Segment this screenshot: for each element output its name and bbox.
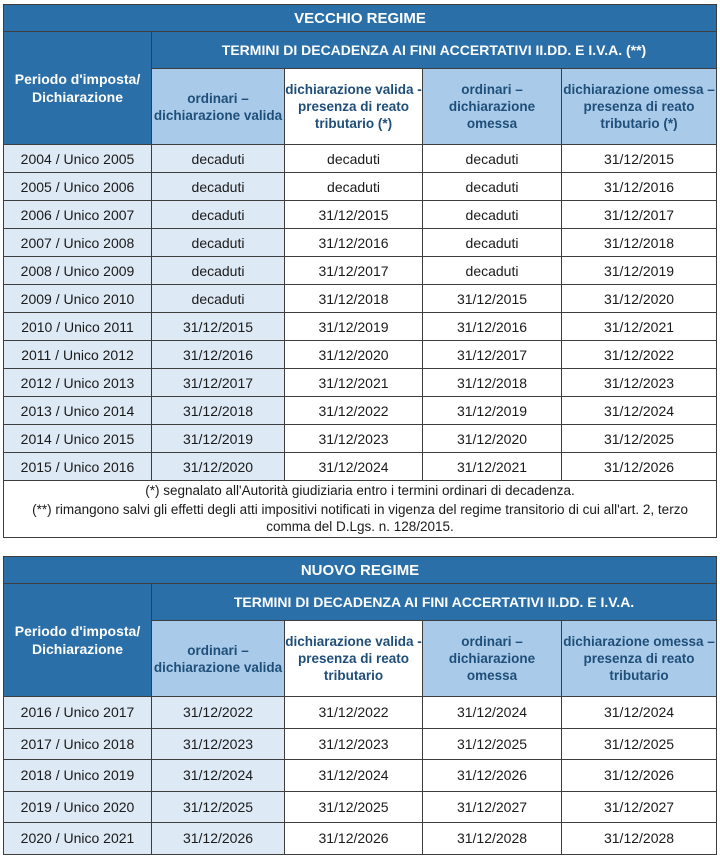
- deadline-cell: decaduti: [152, 145, 285, 173]
- deadline-cell: 31/12/2015: [285, 201, 423, 229]
- deadline-cell: 31/12/2020: [285, 341, 423, 369]
- deadline-cell: 31/12/2027: [562, 791, 717, 823]
- deadline-cell: 31/12/2016: [562, 173, 717, 201]
- deadline-cell: decaduti: [285, 145, 423, 173]
- table-row: [4, 397, 717, 425]
- old-period-header: Periodo d'imposta/ Dichiarazione: [4, 32, 152, 145]
- deadline-cell: 31/12/2024: [423, 697, 562, 729]
- table-row: [4, 425, 717, 453]
- deadline-cell: 31/12/2018: [285, 285, 423, 313]
- period-cell: 2020 / Unico 2021: [4, 823, 152, 855]
- deadline-cell: 31/12/2015: [423, 285, 562, 313]
- old-termini-header: TERMINI DI DECADENZA AI FINI ACCERTATIVI II.DD. E I.V.A. (**): [152, 32, 717, 69]
- deadline-cell: decaduti: [152, 229, 285, 257]
- deadline-cell: 31/12/2016: [152, 341, 285, 369]
- table-row: [4, 201, 717, 229]
- period-cell: 2006 / Unico 2007: [4, 201, 152, 229]
- old-col-header: dichiarazione valida - presenza di reato tributario (*): [285, 69, 423, 145]
- deadline-cell: 31/12/2015: [152, 313, 285, 341]
- table-row: [4, 229, 717, 257]
- table-row: [4, 823, 717, 855]
- period-cell: 2008 / Unico 2009: [4, 257, 152, 285]
- period-cell: 2011 / Unico 2012: [4, 341, 152, 369]
- table-row: [4, 453, 717, 481]
- deadline-cell: 31/12/2022: [152, 697, 285, 729]
- period-cell: 2019 / Unico 2020: [4, 791, 152, 823]
- deadline-cell: 31/12/2017: [152, 369, 285, 397]
- table-row: [4, 760, 717, 792]
- deadline-cell: 31/12/2019: [562, 257, 717, 285]
- new-termini-header: TERMINI DI DECADENZA AI FINI ACCERTATIVI II.DD. E I.V.A.: [152, 584, 717, 621]
- deadline-cell: 31/12/2016: [423, 313, 562, 341]
- old-regime-table: [3, 4, 717, 538]
- deadline-cell: 31/12/2026: [152, 823, 285, 855]
- deadline-cell: 31/12/2026: [285, 823, 423, 855]
- deadline-cell: 31/12/2021: [423, 453, 562, 481]
- deadline-cell: 31/12/2022: [285, 697, 423, 729]
- table-row: [4, 257, 717, 285]
- deadline-cell: decaduti: [152, 257, 285, 285]
- period-cell: 2010 / Unico 2011: [4, 313, 152, 341]
- table-row: [4, 341, 717, 369]
- deadline-cell: 31/12/2022: [562, 341, 717, 369]
- deadline-cell: 31/12/2016: [285, 229, 423, 257]
- deadline-cell: 31/12/2018: [152, 397, 285, 425]
- deadline-cell: 31/12/2025: [285, 791, 423, 823]
- period-cell: 2004 / Unico 2005: [4, 145, 152, 173]
- period-cell: 2016 / Unico 2017: [4, 697, 152, 729]
- deadline-cell: decaduti: [152, 285, 285, 313]
- old-footnote-2: (**) rimangono salvi gli effetti degli atti impositivi notificati in vigenza del regime transitorio di cui all'art. 2, terzo comma del D.Lgs. n. 128/2015.: [4, 499, 717, 538]
- new-col-header: dichiarazione valida - presenza di reato tributario: [285, 621, 423, 697]
- table-row: [4, 728, 717, 760]
- deadline-cell: 31/12/2025: [423, 728, 562, 760]
- deadline-cell: decaduti: [152, 173, 285, 201]
- deadline-cell: 31/12/2026: [562, 453, 717, 481]
- period-cell: 2012 / Unico 2013: [4, 369, 152, 397]
- deadline-cell: decaduti: [423, 145, 562, 173]
- old-col-header: ordinari – dichiarazione valida: [152, 69, 285, 145]
- deadline-cell: 31/12/2021: [562, 313, 717, 341]
- deadline-cell: 31/12/2020: [562, 285, 717, 313]
- deadline-cell: 31/12/2018: [423, 369, 562, 397]
- table-row: [4, 285, 717, 313]
- new-regime-table: [3, 556, 717, 855]
- period-cell: 2009 / Unico 2010: [4, 285, 152, 313]
- new-period-header: Periodo d'imposta/ Dichiarazione: [4, 584, 152, 697]
- deadline-cell: 31/12/2023: [152, 728, 285, 760]
- period-cell: 2005 / Unico 2006: [4, 173, 152, 201]
- table-row: [4, 697, 717, 729]
- deadline-cell: decaduti: [423, 201, 562, 229]
- deadline-cell: 31/12/2026: [423, 760, 562, 792]
- deadline-cell: 31/12/2024: [152, 760, 285, 792]
- deadline-cell: 31/12/2020: [152, 453, 285, 481]
- table-row: [4, 369, 717, 397]
- deadline-cell: 31/12/2019: [285, 313, 423, 341]
- deadline-cell: 31/12/2024: [285, 453, 423, 481]
- new-regime-title: NUOVO REGIME: [4, 557, 717, 584]
- deadline-cell: 31/12/2025: [562, 425, 717, 453]
- deadline-cell: 31/12/2017: [285, 257, 423, 285]
- deadline-cell: decaduti: [152, 201, 285, 229]
- old-col-header: ordinari – dichiarazione omessa: [423, 69, 562, 145]
- deadline-cell: 31/12/2020: [423, 425, 562, 453]
- deadline-cell: 31/12/2017: [423, 341, 562, 369]
- deadline-cell: 31/12/2026: [562, 760, 717, 792]
- deadline-cell: decaduti: [285, 173, 423, 201]
- period-cell: 2007 / Unico 2008: [4, 229, 152, 257]
- table-row: [4, 791, 717, 823]
- deadline-cell: 31/12/2025: [152, 791, 285, 823]
- deadline-cell: 31/12/2027: [423, 791, 562, 823]
- new-col-header: dichiarazione omessa – presenza di reato tributario: [562, 621, 717, 697]
- new-col-header: ordinari – dichiarazione omessa: [423, 621, 562, 697]
- deadline-cell: 31/12/2024: [562, 697, 717, 729]
- deadline-cell: decaduti: [423, 257, 562, 285]
- deadline-cell: 31/12/2025: [562, 728, 717, 760]
- deadline-cell: decaduti: [423, 229, 562, 257]
- period-cell: 2015 / Unico 2016: [4, 453, 152, 481]
- deadline-cell: 31/12/2024: [562, 397, 717, 425]
- period-cell: 2013 / Unico 2014: [4, 397, 152, 425]
- new-col-header: ordinari – dichiarazione valida: [152, 621, 285, 697]
- deadline-cell: 31/12/2023: [562, 369, 717, 397]
- deadline-cell: 31/12/2018: [562, 229, 717, 257]
- deadline-cell: 31/12/2022: [285, 397, 423, 425]
- table-row: [4, 313, 717, 341]
- table-row: [4, 173, 717, 201]
- old-footnote-1: (*) segnalato all'Autorità giudiziaria entro i termini ordinari di decadenza.: [4, 481, 717, 500]
- deadline-cell: 31/12/2019: [423, 397, 562, 425]
- deadline-cell: 31/12/2024: [285, 760, 423, 792]
- old-col-header: dichiarazione omessa – presenza di reato tributario (*): [562, 69, 717, 145]
- deadline-cell: 31/12/2019: [152, 425, 285, 453]
- period-cell: 2018 / Unico 2019: [4, 760, 152, 792]
- period-cell: 2014 / Unico 2015: [4, 425, 152, 453]
- deadline-cell: 31/12/2028: [423, 823, 562, 855]
- deadline-cell: decaduti: [423, 173, 562, 201]
- deadline-cell: 31/12/2023: [285, 425, 423, 453]
- deadline-cell: 31/12/2021: [285, 369, 423, 397]
- deadline-cell: 31/12/2017: [562, 201, 717, 229]
- deadline-cell: 31/12/2023: [285, 728, 423, 760]
- deadline-cell: 31/12/2028: [562, 823, 717, 855]
- period-cell: 2017 / Unico 2018: [4, 728, 152, 760]
- deadline-cell: 31/12/2015: [562, 145, 717, 173]
- old-regime-title: VECCHIO REGIME: [4, 5, 717, 32]
- table-row: [4, 145, 717, 173]
